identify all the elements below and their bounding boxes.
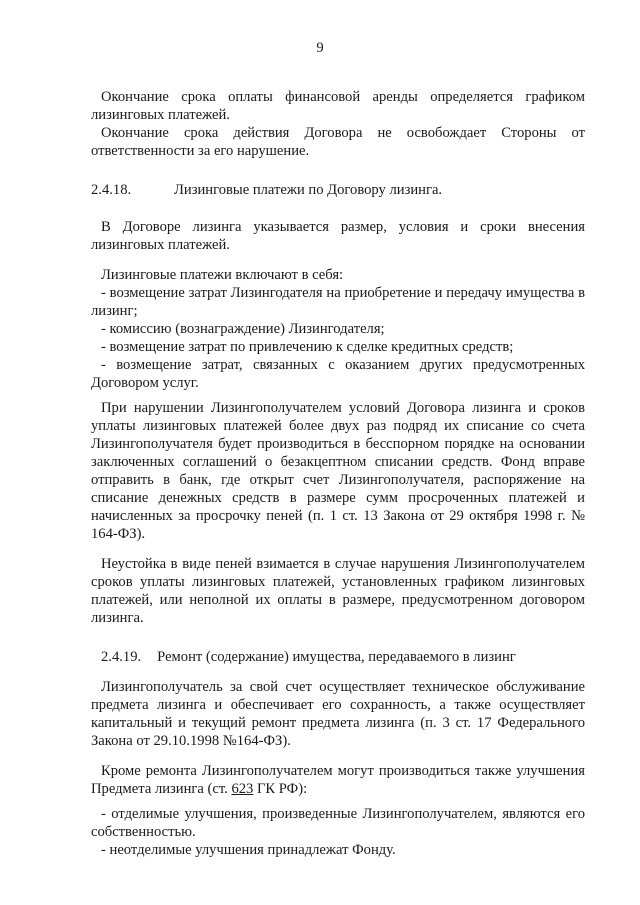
section-number: 2.4.18. <box>91 182 132 198</box>
section-heading-2-4-19 <box>91 649 585 666</box>
list-item: - возмещение затрат, связанных с оказанием других предусмотренных Договором услуг. <box>91 357 585 391</box>
paragraph-payments-include: Лизинговые платежи включают в себя: <box>101 267 344 283</box>
civil-code-article-link[interactable]: 623 <box>231 781 254 797</box>
section-title: Ремонт (содержание) имущества, передаваемого в лизинг <box>157 649 516 665</box>
paragraph-payment-violation: При нарушении Лизингополучателем условий Договора лизинга и сроков уплаты лизинговых платежей более двух раз подряд их списание со счета Лизингополучателя будет производиться в бесспорном порядке на основании заключенных соглашений о безакцептном списании средств. Фонд вправе отправить в банк, где открыт счет Лизингополучателя, распоряжение на списание денежных средств в размере сумм просроченных платежей и начисленных за просрочку пеней (п. 1 ст. 13 Закона от 29 октября 1998 г. № 164-ФЗ). <box>91 400 585 542</box>
section-heading-2-4-18 <box>91 182 585 199</box>
paragraph-contract-end: Окончание срока действия Договора не освобождает Стороны от ответственности за его нарушение. <box>91 125 585 159</box>
list-item: - возмещение затрат по привлечению к сделке кредитных средств; <box>101 339 514 355</box>
section-number: 2.4.19. <box>101 649 142 665</box>
paragraph-maintenance: Лизингополучатель за свой счет осуществляет техническое обслуживание предмета лизинга и обеспечивает его сохранность, а также осуществляет капитальный и текущий ремонт предмета лизинга (п. 3 ст. 17 Федерального Закона от 29.10.1998 №164-ФЗ). <box>91 679 585 749</box>
paragraph-lease-end: Окончание срока оплаты финансовой аренды определяется графиком лизинговых платежей. <box>91 89 585 123</box>
list-item: - комиссию (вознаграждение) Лизингодателя; <box>101 321 385 337</box>
paragraph-improvements <box>91 762 585 798</box>
document-body <box>91 88 585 859</box>
list-item: - неотделимые улучшения принадлежат Фонду. <box>101 842 396 858</box>
list-item: - возмещение затрат Лизингодателя на приобретение и передачу имущества в лизинг; <box>91 285 585 319</box>
paragraph-penalty: Неустойка в виде пеней взимается в случае нарушения Лизингополучателем сроков уплаты лизинговых платежей, установленных графиком лизинговых платежей, или неполной их оплаты в размере, предусмотренном договором лизинга. <box>91 556 585 626</box>
paragraph-payment-terms: В Договоре лизинга указывается размер, условия и сроки внесения лизинговых платежей. <box>91 219 585 253</box>
page-number: 9 <box>316 40 324 56</box>
improvements-text-before: Кроме ремонта Лизингополучателем могут производиться также улучшения Предмета лизинга (ст. <box>91 763 585 797</box>
improvements-text-after: ГК РФ): <box>253 781 308 797</box>
list-item: - отделимые улучшения, произведенные Лизингополучателем, являются его собственностью. <box>91 806 585 840</box>
section-title: Лизинговые платежи по Договору лизинга. <box>174 182 443 198</box>
